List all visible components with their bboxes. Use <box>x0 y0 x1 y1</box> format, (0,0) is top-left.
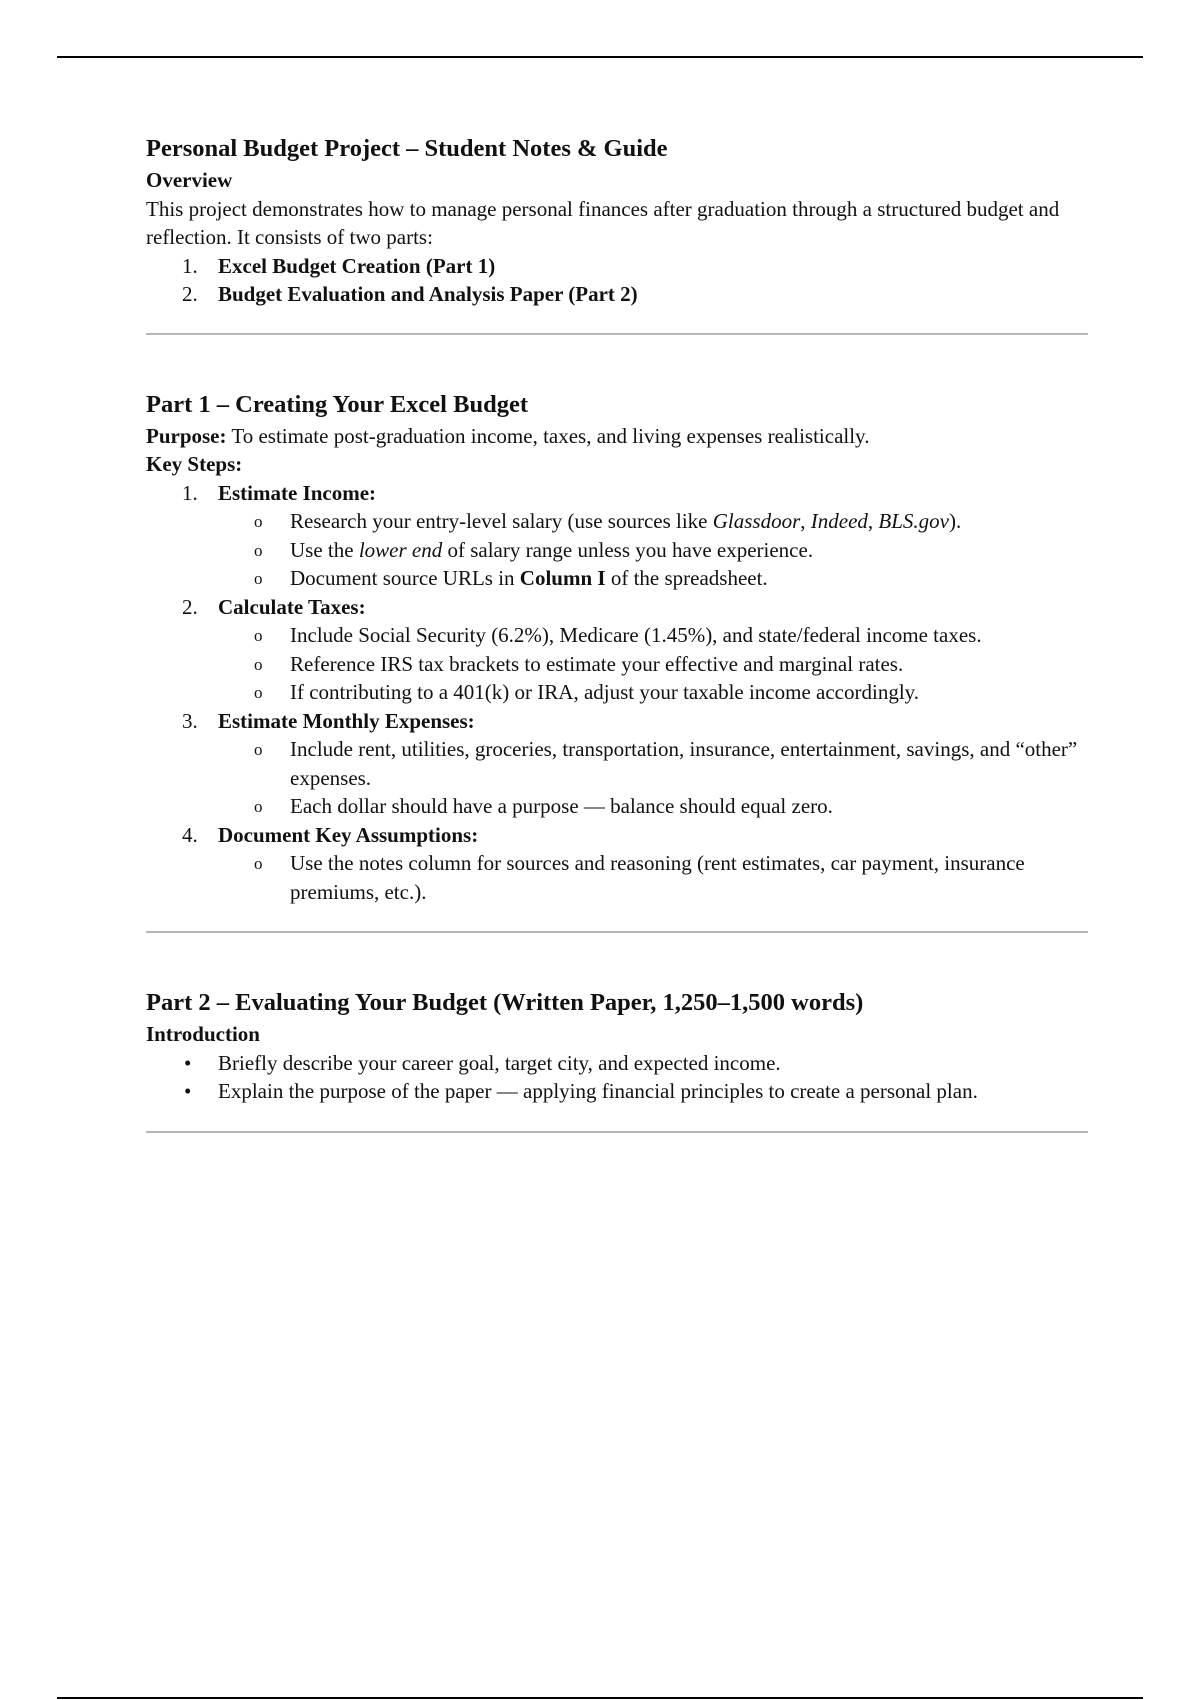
sub-bullet: o <box>254 626 263 645</box>
section-divider <box>146 1131 1088 1133</box>
item-text: Include Social Security (6.2%), Medicare (1.45%), and state/federal income taxes. <box>290 623 982 647</box>
step-estimate-income <box>146 479 1090 593</box>
list-number: 1. <box>182 480 198 505</box>
purpose-label: Purpose: <box>146 423 227 448</box>
bullet-icon: • <box>184 1079 192 1103</box>
item-text: Document source URLs in <box>290 566 520 590</box>
part-label: Budget Evaluation and Analysis Paper (Part 2) <box>218 282 638 306</box>
sub-bullet: o <box>254 512 263 531</box>
step-label: Estimate Income: <box>218 480 377 505</box>
item-text: Use the notes column for sources and reasoning (rent estimates, car payment, insurance premiums, etc.). <box>290 851 1025 904</box>
step-label: Calculate Taxes: <box>218 594 366 619</box>
section-divider <box>146 333 1088 335</box>
item-text: Each dollar should have a purpose — balance should equal zero. <box>290 794 833 818</box>
step-document-assumptions <box>146 821 1090 907</box>
list-number: 2. <box>182 594 198 619</box>
list-item <box>146 621 1090 650</box>
list-number: 3. <box>182 708 198 733</box>
item-text: of the spreadsheet. <box>605 566 768 590</box>
document-body <box>146 132 1090 1133</box>
sub-bullet: o <box>254 797 263 816</box>
sub-bullet: o <box>254 740 263 759</box>
step-sublist <box>218 849 1090 906</box>
list-number: 4. <box>182 822 198 847</box>
sub-bullet: o <box>254 854 263 873</box>
source-indeed: Indeed <box>810 509 868 533</box>
introduction-list <box>146 1049 1090 1106</box>
overview-parts-list <box>146 252 1090 309</box>
item-text: Include rent, utilities, groceries, transportation, insurance, entertainment, savings, and “other” expenses. <box>290 737 1078 790</box>
list-item <box>146 252 1090 281</box>
item-text: ). <box>949 509 962 533</box>
step-label: Estimate Monthly Expenses: <box>218 708 475 733</box>
key-steps-list <box>146 479 1090 907</box>
item-text: Use the <box>290 537 359 562</box>
section-divider <box>146 931 1088 933</box>
sub-bullet: o <box>254 540 263 560</box>
item-text: Reference IRS tax brackets to estimate your effective and marginal rates. <box>290 651 904 676</box>
list-item <box>146 564 1090 593</box>
source-glassdoor: Glassdoor <box>712 509 801 533</box>
part1-purpose <box>146 422 1090 451</box>
item-text: If contributing to a 401(k) or IRA, adjust your taxable income accordingly. <box>290 680 920 704</box>
list-number: 1. <box>182 253 198 278</box>
step-sublist <box>218 507 1090 593</box>
list-item <box>146 849 1090 906</box>
part2-heading: Part 2 – Evaluating Your Budget (Written Paper, 1,250–1,500 words) <box>146 989 864 1016</box>
step-sublist <box>218 735 1090 821</box>
list-number: 2. <box>182 282 198 306</box>
list-item <box>146 507 1090 536</box>
part-label: Excel Budget Creation (Part 1) <box>218 253 496 278</box>
list-item <box>146 280 1090 309</box>
step-label: Document Key Assumptions: <box>218 822 479 847</box>
list-item <box>146 792 1090 821</box>
list-item <box>146 1049 1090 1078</box>
item-text: Explain the purpose of the paper — applying financial principles to create a personal plan. <box>218 1079 978 1103</box>
overview-heading: Overview <box>146 168 233 192</box>
part1-heading: Part 1 – Creating Your Excel Budget <box>146 390 528 418</box>
sub-bullet: o <box>254 569 263 588</box>
page-top-rule <box>57 56 1143 58</box>
item-text: of salary range unless you have experience. <box>442 537 814 562</box>
page-bottom-rule <box>57 1697 1143 1699</box>
sub-bullet: o <box>254 683 263 702</box>
list-item <box>146 678 1090 707</box>
item-text: Briefly describe your career goal, target city, and expected income. <box>218 1050 781 1075</box>
document-title: Personal Budget Project – Student Notes & Guide <box>146 135 668 162</box>
source-bls: BLS.gov <box>878 509 949 533</box>
item-text: , <box>800 509 811 533</box>
step-estimate-expenses <box>146 707 1090 821</box>
bullet-icon: • <box>184 1050 192 1075</box>
introduction-label: Introduction <box>146 1022 260 1046</box>
key-steps-label: Key Steps: <box>146 452 243 476</box>
overview-text: This project demonstrates how to manage personal finances after graduation through a structured budget and reflection. It consists of two parts: <box>146 196 1060 249</box>
list-item <box>146 536 1090 565</box>
sub-bullet: o <box>254 654 263 674</box>
item-text: Research your entry-level salary (use sources like <box>290 509 713 533</box>
list-item <box>146 1077 1090 1106</box>
list-item <box>146 735 1090 792</box>
emphasis-lower-end: lower end <box>358 537 443 562</box>
step-calculate-taxes <box>146 593 1090 707</box>
column-reference: Column I <box>519 566 606 590</box>
purpose-text: To estimate post-graduation income, taxes, and living expenses realistically. <box>226 423 870 448</box>
item-text: , <box>867 509 879 533</box>
step-sublist <box>218 621 1090 707</box>
list-item <box>146 650 1090 679</box>
